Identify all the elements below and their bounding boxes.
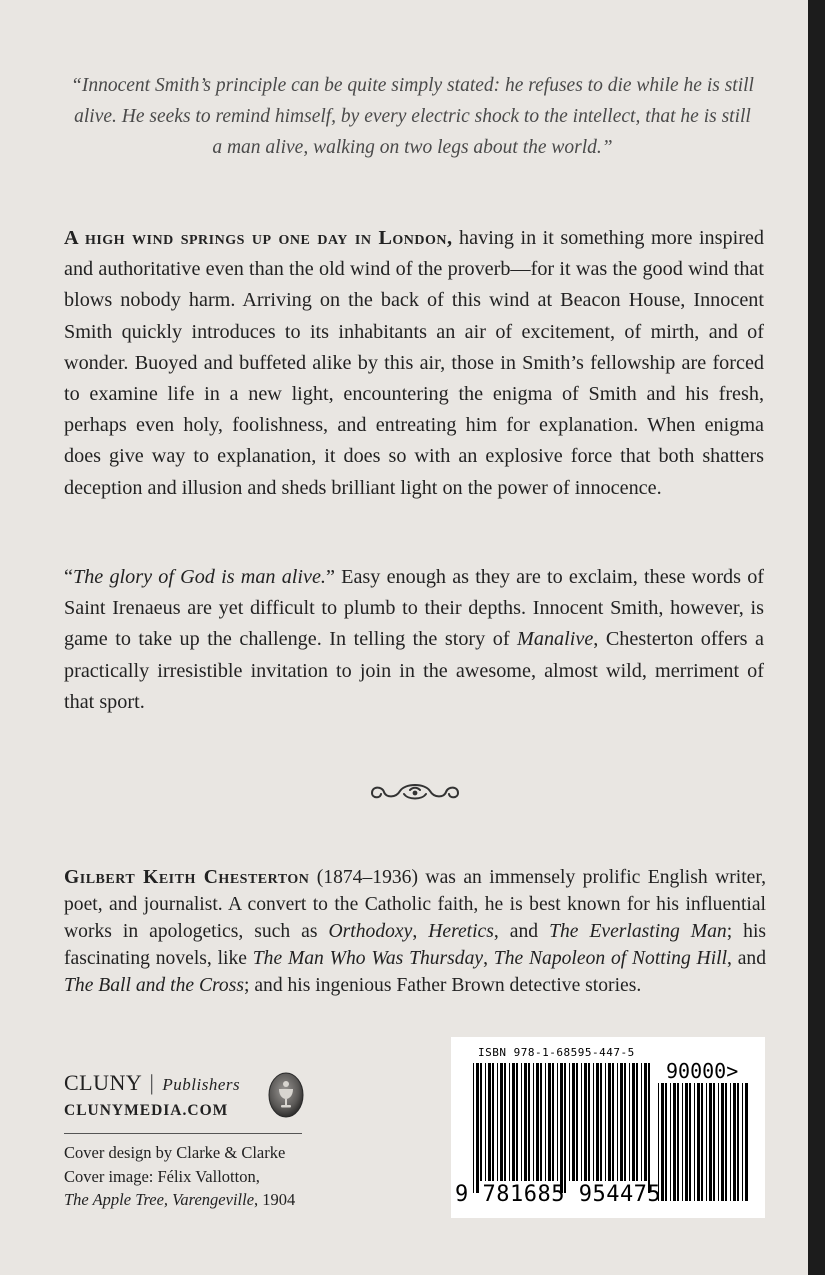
barcode-bar bbox=[629, 1063, 630, 1181]
barcode-bar bbox=[560, 1063, 563, 1193]
description-text: having in it something more inspired and authoritative even than the old wind of the proverb—for it was the good wind that blows nobody harm. Arriving on the back of this wind at Beacon House, Innocent Smith quickly introduces to its inhabitants an air of excitement, of mirth, and of wonder. Buoyed and buffeted alike by this air, those in Smith’s fellowship are forced to examine life in a new light, encountering the enigma of Smith and his fresh, perhaps even holy, foolishness, and entreating him for explanation. When enigma does give way to explanation, it does so with an explosive force that both shatters deception and illusion and sheds brilliant light on the power of innocence. bbox=[64, 227, 764, 499]
barcode-bar bbox=[665, 1083, 667, 1201]
barcode-bar bbox=[473, 1063, 474, 1193]
barcode-bar bbox=[742, 1083, 743, 1201]
barcode-bar bbox=[500, 1063, 503, 1181]
barcode-bar bbox=[524, 1063, 527, 1181]
barcode-bar bbox=[584, 1063, 587, 1181]
book-title: Manalive bbox=[517, 628, 594, 651]
barcode-bar bbox=[725, 1083, 727, 1201]
barcode-bar bbox=[694, 1083, 695, 1201]
bio-text: , and bbox=[493, 921, 550, 942]
barcode-bar bbox=[733, 1083, 736, 1201]
barcode-bar bbox=[509, 1063, 510, 1181]
barcode-bar bbox=[557, 1063, 558, 1181]
description-lead-in: A high wind springs up one day in London, bbox=[64, 227, 453, 249]
barcode-bar bbox=[492, 1063, 494, 1181]
barcode-bar bbox=[504, 1063, 506, 1181]
spine-edge bbox=[808, 0, 825, 1275]
barcode-bar bbox=[521, 1063, 522, 1181]
barcode-bar bbox=[670, 1083, 671, 1201]
description-text: , Chesterton offers a practically irresistible invitation to join in the awesome, almost wild, merriment of that sport. bbox=[64, 628, 764, 713]
open-quote: “ bbox=[64, 566, 73, 588]
description-paragraph-1 bbox=[64, 223, 764, 504]
bio-text: , and bbox=[727, 948, 767, 969]
barcode-bar bbox=[644, 1063, 647, 1181]
publisher-url: CLUNYMEDIA.COM bbox=[64, 1102, 229, 1119]
barcode-bar bbox=[641, 1063, 642, 1181]
design-credit: Cover design by Clarke & Clarke bbox=[64, 1143, 286, 1162]
barcode-bar bbox=[636, 1063, 638, 1181]
work-title: The Ball and the Cross bbox=[64, 975, 244, 996]
barcode-bar bbox=[497, 1063, 498, 1181]
work-title: Orthodoxy bbox=[328, 921, 413, 942]
barcode-bar bbox=[536, 1063, 539, 1181]
barcode-bar bbox=[516, 1063, 518, 1181]
barcode-bar bbox=[545, 1063, 546, 1181]
barcode-bar bbox=[608, 1063, 611, 1181]
barcode-bar bbox=[709, 1083, 712, 1201]
publisher-wordmark: CLUNY bbox=[64, 1070, 142, 1095]
barcode-bar bbox=[620, 1063, 623, 1181]
barcode-bar bbox=[564, 1063, 566, 1193]
image-credit: Cover image: Félix Vallotton, bbox=[64, 1166, 260, 1186]
description-text: Easy enough as they are to exclaim, these words of Saint Irenaeus are yet difficult to plumb to their depths. Innocent Smith, however, is game to take up the challenge. In telling the story of bbox=[64, 566, 765, 651]
barcode-digits: 9 781685 954475 bbox=[455, 1182, 662, 1207]
barcode-bar bbox=[624, 1063, 626, 1181]
author-name: Gilbert Keith Chesterton bbox=[64, 867, 310, 888]
barcode-bar bbox=[528, 1063, 530, 1181]
bio-text: ; and his ingenious Father Brown detective stories. bbox=[243, 975, 642, 996]
irenaeus-quote: The glory of God is man alive. bbox=[72, 566, 326, 588]
barcode-bar bbox=[632, 1063, 635, 1181]
barcode-bar bbox=[689, 1083, 691, 1201]
barcode-bar bbox=[697, 1083, 700, 1201]
barcode-bar bbox=[600, 1063, 602, 1181]
barcode-bar bbox=[730, 1083, 731, 1201]
barcode-bar bbox=[721, 1083, 724, 1201]
barcode-bar bbox=[576, 1063, 578, 1181]
bio-text: (1874–1936) was an immensely prolific English writer, poet, and journalist. A convert to the Catholic faith, he is best known for his influential works in apologetics, such as bbox=[64, 867, 766, 942]
work-title: Heretics bbox=[428, 921, 494, 942]
barcode-bar bbox=[685, 1083, 688, 1201]
barcode-bar bbox=[682, 1083, 683, 1201]
barcode-bar bbox=[605, 1063, 606, 1181]
barcode-bar bbox=[512, 1063, 515, 1181]
publisher-separator: | bbox=[149, 1070, 155, 1095]
barcode-bar bbox=[596, 1063, 599, 1181]
epigraph-quote: “Innocent Smith’s principle can be quite simply stated: he refuses to die while he is still alive. He seeks to remind himself, by every electric shock to the intellect, that he is still a man alive, walking on two legs about the world.” bbox=[71, 75, 754, 158]
barcode-bar bbox=[713, 1083, 715, 1201]
barcode-bar bbox=[485, 1063, 486, 1181]
barcode-bar bbox=[540, 1063, 542, 1181]
barcode-bar bbox=[661, 1083, 664, 1201]
work-title: The Napoleon of Notting Hill bbox=[493, 948, 728, 969]
barcode-bar bbox=[718, 1083, 719, 1201]
barcode-bar bbox=[612, 1063, 614, 1181]
barcode-bar bbox=[745, 1083, 748, 1201]
barcode-bar bbox=[701, 1083, 703, 1201]
barcode-bar bbox=[593, 1063, 594, 1181]
price-addon-digits: 90000> bbox=[666, 1059, 739, 1083]
barcode-bar bbox=[476, 1063, 479, 1193]
bio-text: , bbox=[412, 921, 429, 942]
ean-barcode-icon bbox=[473, 1063, 651, 1193]
barcode-bar bbox=[488, 1063, 491, 1181]
bio-text: ; his fascinating novels, like bbox=[64, 921, 767, 969]
barcode-bar bbox=[648, 1063, 650, 1193]
barcode-bar bbox=[572, 1063, 575, 1181]
bio-text: , bbox=[483, 948, 494, 969]
barcode-bar bbox=[737, 1083, 739, 1201]
barcode-bar bbox=[581, 1063, 582, 1181]
image-credit-title bbox=[64, 1188, 295, 1212]
addon-barcode-icon bbox=[658, 1083, 750, 1201]
work-title: The Everlasting Man bbox=[549, 921, 727, 942]
barcode-bar bbox=[677, 1083, 679, 1201]
flourish-ornament-icon bbox=[368, 776, 462, 806]
publisher-label: Publishers bbox=[162, 1075, 241, 1094]
barcode-bar bbox=[588, 1063, 590, 1181]
barcode-bar bbox=[533, 1063, 534, 1181]
painting-title: The Apple Tree, Varengeville bbox=[64, 1190, 255, 1209]
work-title: The Man Who Was Thursday bbox=[252, 948, 484, 969]
close-quote: ” bbox=[325, 566, 335, 588]
barcode-bar bbox=[673, 1083, 676, 1201]
barcode-bar bbox=[480, 1063, 482, 1181]
cover-credits bbox=[64, 1141, 295, 1212]
author-bio bbox=[64, 864, 766, 999]
description-paragraph-2 bbox=[64, 562, 764, 718]
chalice-seal-icon bbox=[268, 1072, 304, 1118]
painting-year: , 1904 bbox=[254, 1190, 296, 1209]
barcode-box bbox=[451, 1037, 765, 1218]
barcode-bar bbox=[706, 1083, 707, 1201]
barcode-bar bbox=[548, 1063, 551, 1181]
barcode-bar bbox=[617, 1063, 618, 1181]
isbn-label: ISBN 978-1-68595-447-5 bbox=[478, 1046, 635, 1059]
barcode-bar bbox=[552, 1063, 554, 1181]
publisher-divider bbox=[64, 1133, 302, 1134]
barcode-bar bbox=[569, 1063, 570, 1181]
